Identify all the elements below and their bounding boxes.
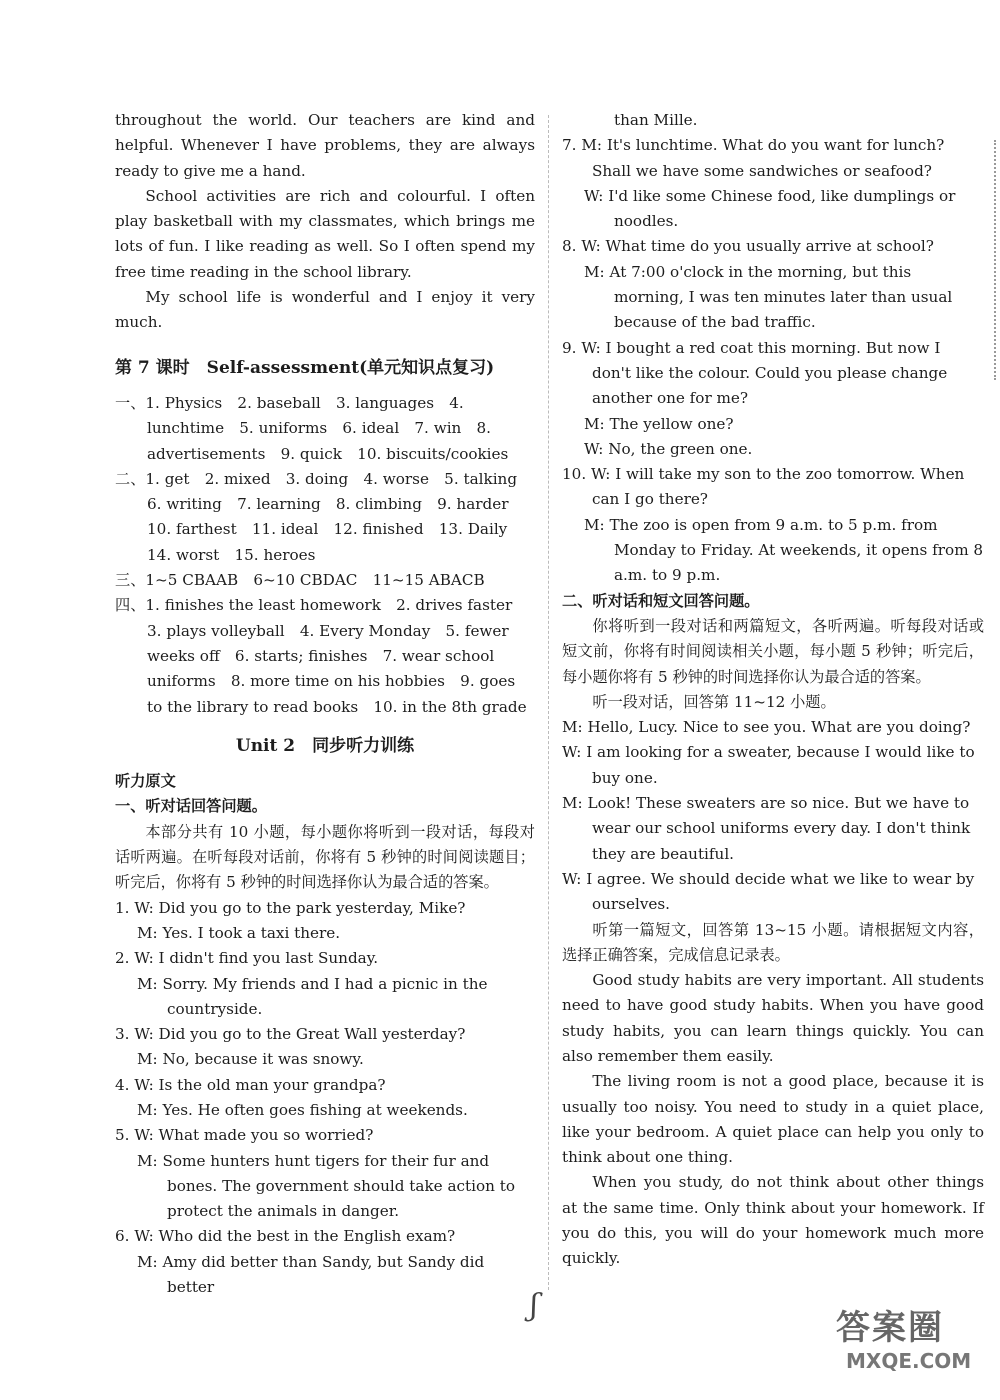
conversation-line: W: I am looking for a sweater, because I would like to buy one. <box>562 743 975 787</box>
right-column <box>562 108 984 1272</box>
para: School activities are rich and colourful. I often play basketball with my classmates, which brings me lots of fun. I like reading as well. So I often spend my free time reading in the school library. <box>115 186 535 281</box>
dialogue-line: 8. W: What time do you usually arrive at school? <box>562 237 934 256</box>
dialogue-line: M: Yes. I took a taxi there. <box>137 923 341 942</box>
listening-heading: 听力原文 <box>115 772 176 791</box>
binding-edge <box>994 140 996 380</box>
dialogue-line: M: Amy did better than Sandy, but Sandy did better <box>137 1252 485 1297</box>
section2-intro: 你将听到一段对话和两篇短文，各听两遍。听每段对话或短文前，你将有时间阅读相关小题，每小题 5 秒钟；听完后，每小题你将有 5 秒钟的时间选择你认为最合适的答案。 <box>562 616 984 686</box>
dialogue-line: than Mille. <box>614 111 698 129</box>
dialogue-line: M: Some hunters hunt tigers for their fur and bones. The government should take action to protect the animals in danger. <box>137 1151 515 1221</box>
dialogue-line: 4. W: Is the old man your grandpa? <box>115 1075 386 1094</box>
para: My school life is wonderful and I enjoy it very much. <box>115 288 535 332</box>
answer-part-2: 二、1. get 2. mixed 3. doing 4. worse 5. talking 6. writing 7. learning 8. climbing 9. harder 10. farthest 11. ideal 12. finished 13. Daily 14. worst 15. heroes <box>115 469 533 564</box>
watermark-logo <box>836 1300 971 1373</box>
dialogue-line: M: At 7:00 o'clock in the morning, but this morning, I was ten minutes later than usual because of the bad traffic. <box>584 262 953 332</box>
watermark-bottom: MXQE.COM <box>846 1349 972 1373</box>
dialogue-list <box>115 896 535 1301</box>
dialogue-line: M: The yellow one? <box>584 414 734 433</box>
dialogue-line: M: Yes. He often goes fishing at weekends. <box>137 1100 468 1119</box>
dialogue-line: 6. W: Who did the best in the English exam? <box>115 1227 456 1246</box>
passage-para: Good study habits are very important. All students need to have good study habits. When you have good study habits, you can learn things quickly. You can also remember them easily. <box>562 971 984 1065</box>
dialogue-line: 2. W: I didn't find you last Sunday. <box>115 949 379 968</box>
watermark-top: 答案圈 <box>836 1308 944 1348</box>
section1-heading: 一、听对话回答问题。 <box>115 797 267 816</box>
dialogue-line: 3. W: Did you go to the Great Wall yesterday? <box>115 1025 466 1044</box>
answer-part-3: 三、1~5 CBAAB 6~10 CBDAC 11~15 ABACB <box>115 571 485 590</box>
conversation-line: W: I agree. We should decide what we like to wear by ourselves. <box>562 869 975 914</box>
left-column <box>115 108 535 1300</box>
dialogue-line: W: No, the green one. <box>584 439 753 458</box>
unit-title: Unit 2 同步听力训练 <box>235 735 415 756</box>
dialogue-line: M: The zoo is open from 9 a.m. to 5 p.m. from Monday to Friday. At weekends, it opens from 8 a.m. to 9 p.m. <box>584 515 984 585</box>
page-number-mark: ʃ <box>530 1288 539 1323</box>
answer-part-4: 四、1. finishes the least homework 2. drives faster 3. plays volleyball 4. Every Monday 5. fewer weeks off 6. starts; finishes 7. wear school uniforms 8. more time on his hobbies 9. goes to the library to read books 10. in the 8th grade <box>115 596 528 716</box>
answer-part-1: 一、1. Physics 2. baseball 3. languages 4. lunchtime 5. uniforms 6. ideal 7. win 8. advertisements 9. quick 10. biscuits/cookies <box>115 393 509 463</box>
column-divider <box>548 115 549 1290</box>
section1-intro: 本部分共有 10 小题，每小题你将听到一段对话，每段对话听两遍。在听每段对话前，你将有 5 秒钟的时间阅读题目；听完后，你将有 5 秒钟的时间选择你认为最合适的答案。 <box>115 822 535 892</box>
dialogue-line: M: Sorry. My friends and I had a picnic in the countryside. <box>137 974 488 1018</box>
dialogue-line: W: I'd like some Chinese food, like dumplings or noodles. <box>584 186 956 231</box>
dialogue-line: 7. M: It's lunchtime. What do you want for lunch? Shall we have some sandwiches or seafood? <box>562 136 945 180</box>
dialogue-line: M: No, because it was snowy. <box>137 1050 364 1069</box>
para: throughout the world. Our teachers are kind and helpful. Whenever I have problems, they are always ready to give me a hand. <box>115 111 535 180</box>
section2-heading: 二、听对话和短文回答问题。 <box>562 591 760 610</box>
conversation-line: M: Look! These sweaters are so nice. But we have to wear our school uniforms every day. I don't think they are beautiful. <box>562 794 971 863</box>
conversation-line: M: Hello, Lucy. Nice to see you. What are you doing? <box>562 718 971 737</box>
dialogue-line: 10. W: I will take my son to the zoo tomorrow. When can I go there? <box>562 465 965 509</box>
passage-intro: 听第一篇短文，回答第 13~15 小题。请根据短文内容，选择正确答案，完成信息记录表。 <box>562 920 984 964</box>
dialogue-line: 9. W: I bought a red coat this morning. But now I don't like the colour. Could you please change another one for me? <box>562 338 948 408</box>
passage-para: The living room is not a good place, because it is usually too noisy. You need to study in a quiet place, like your bedroom. A quiet place can help you only to think about one thing. <box>562 1072 984 1167</box>
dialogue-line: 1. W: Did you go to the park yesterday, Mike? <box>115 898 466 917</box>
dialogue-intro: 听一段对话，回答第 11~12 小题。 <box>592 692 836 711</box>
dialogue-line: 5. W: What made you so worried? <box>115 1126 374 1145</box>
lesson-title: 第 7 课时 Self-assessment(单元知识点复习) <box>115 357 495 378</box>
passage-para: When you study, do not think about other things at the same time. Only think about your homework. If you do this, you will do your homework much more quickly. <box>562 1173 984 1268</box>
